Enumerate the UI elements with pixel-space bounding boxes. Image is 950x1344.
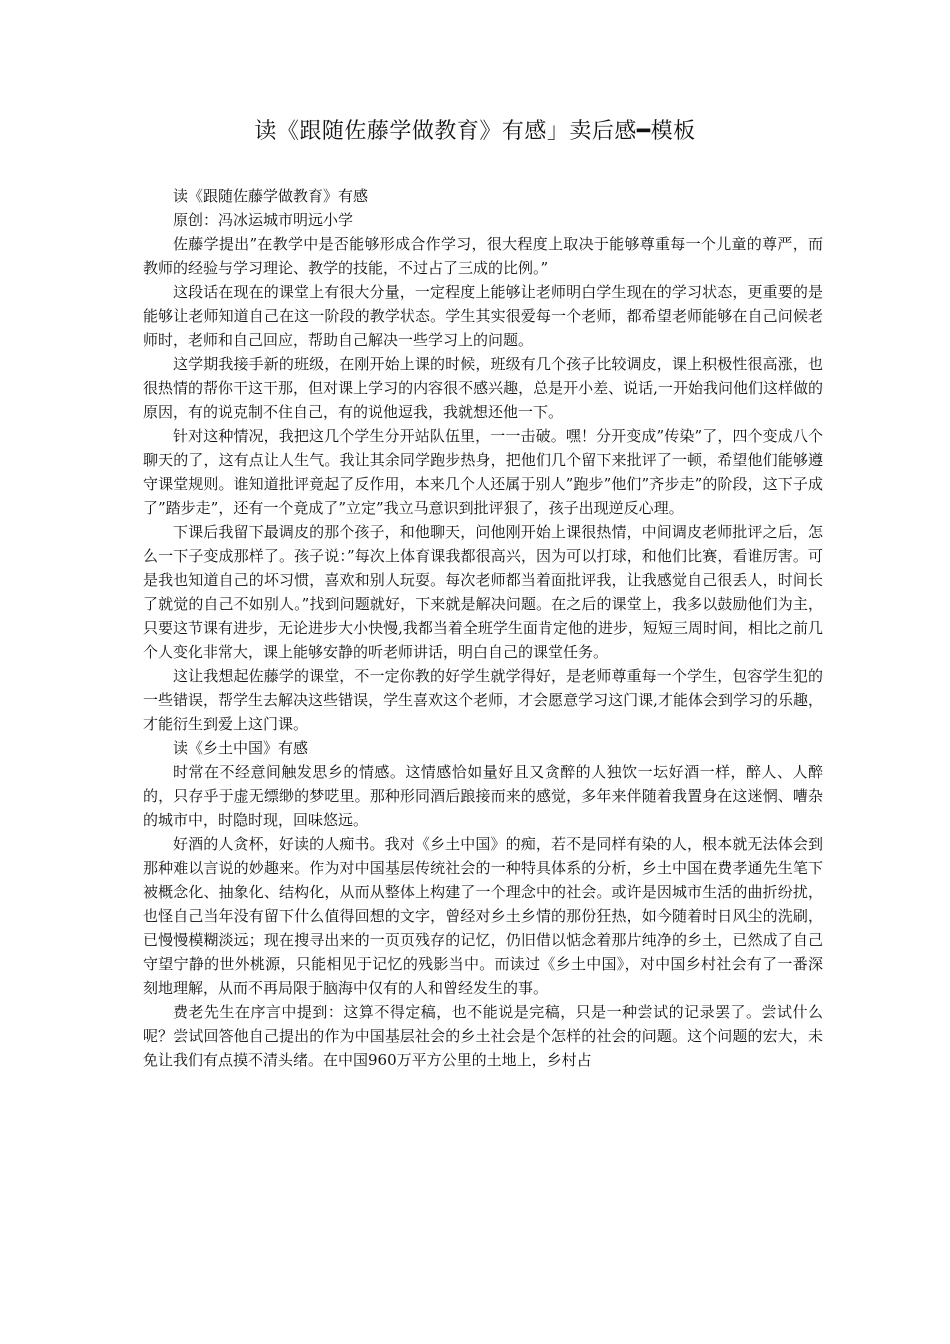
document-body [143, 184, 823, 1072]
paragraph: 费老先生在序言中提到：这算不得定稿，也不能说是完稿，只是一种尝试的记录罢了。尝试什么呢？尝试回答他自己提出的作为中国基层社会的乡土社会是个怎样的社会的问题。这个问题的宏大，未免让我们有点摸不清头绪。在中国960万平方公里的土地上，乡村占 [143, 1003, 823, 1069]
paragraph: 时常在不经意间触发思乡的情感。这情感恰如量好且又贪醉的人独饮一坛好酒一样，醉人、人醉的，只存乎于虚无缥缈的梦呓里。那种形同酒后踉接而来的感觉，多年来伴随着我置身在这迷惘、嘈杂的城市中，时隐时现，回味悠远。 [143, 763, 823, 829]
paragraph: 读《跟随佐藤学做教育》有感 [173, 187, 369, 205]
paragraph: 针对这种情况，我把这几个学生分开站队伍里，一一击破。嘿！分开变成”传染”了，四个变成八个聊天的了，这有点让人生气。我让其余同学跑步热身，把他们几个留下来批评了一顿，希望他们能够遵守课堂规则。谁知道批评竟起了反作用，本来几个人还属于别人”跑步”他们”齐步走”的阶段，这下子成了”踏步走”，还有一个竟成了”立定”我立马意识到批评狠了，孩子出现逆反心理。 [143, 427, 823, 517]
paragraph: 下课后我留下最调皮的那个孩子，和他聊天，问他刚开始上课很热情，中间调皮老师批评之后，怎么一下子变成那样了。孩子说：”每次上体育课我都很高兴，因为可以打球，和他们比赛，看谁厉害。可是我也知道自己的坏习惯，喜欢和别人玩耍。每次老师都当着面批评我，让我感觉自己很丢人，时间长了就觉的自己不如别人。”找到问题就好，下来就是解决问题。在之后的课堂上，我多以鼓励他们为主，只要这节课有进步，无论进步大小快慢,我都当着全班学生面肯定他的进步，短短三周时间，相比之前几个人变化非常大，课上能够安静的听老师讲话，明白自己的课堂任务。 [143, 523, 823, 661]
paragraph: 佐藤学提出”在教学中是否能够形成合作学习，很大程度上取决于能够尊重每一个儿童的尊严，而教师的经验与学习理论、教学的技能，不过占了三成的比例。” [143, 235, 823, 277]
paragraph: 这让我想起佐藤学的课堂，不一定你教的好学生就学得好，是老师尊重每一个学生，包容学生犯的一些错误，帮学生去解决这些错误，学生喜欢这个老师，才会愿意学习这门课,才能体会到学习的乐趣，才能衍生到爱上这门课。 [143, 667, 823, 733]
paragraph: 好酒的人贪杯，好读的人痴书。我对《乡土中国》的痴，若不是同样有染的人，根本就无法体会到那种难以言说的妙趣来。作为对中国基层传统社会的一种特具体系的分析，乡土中国在费孝通先生笔下被概念化、抽象化、结构化，从而从整体上构建了一个理念中的社会。或许是因城市生活的曲折纷扰，也怪自己当年没有留下什么值得回想的文字，曾经对乡土乡情的那份狂热，如今随着时日风尘的洗刷，已慢慢模糊淡远；现在搜寻出来的一页页残存的记忆，仍旧借以惦念着那片纯净的乡土，已然成了自己守望宁静的世外桃源，只能相见于记忆的残影当中。而读过《乡土中国》，对中国乡村社会有了一番深刻地理解，从而不再局限于脑海中仅有的人和曾经发生的事。 [143, 835, 823, 997]
paragraph: 读《乡土中国》有感 [173, 739, 309, 757]
document-title: 读《跟随佐藤学做教育》有感」卖后感━模板 [254, 119, 696, 144]
paragraph: 这段话在现在的课堂上有很大分量，一定程度上能够让老师明白学生现在的学习状态，更重要的是能够让老师知道自己在这一阶段的教学状态。学生其实很爱每一个老师，都希望老师能够在自己问候老师时，老师和自己回应，帮助自己解决一些学习上的问题。 [143, 283, 823, 349]
paragraph: 这学期我接手新的班级，在刚开始上课的时候，班级有几个孩子比较调皮，课上积极性很高涨，也很热情的帮你干这干那，但对课上学习的内容很不感兴趣，总是开小差、说话,一开始我问他们这样做的原因，有的说克制不住自己，有的说他逗我，我就想还他一下。 [143, 355, 823, 421]
paragraph: 原创：冯冰运城市明远小学 [173, 211, 354, 229]
